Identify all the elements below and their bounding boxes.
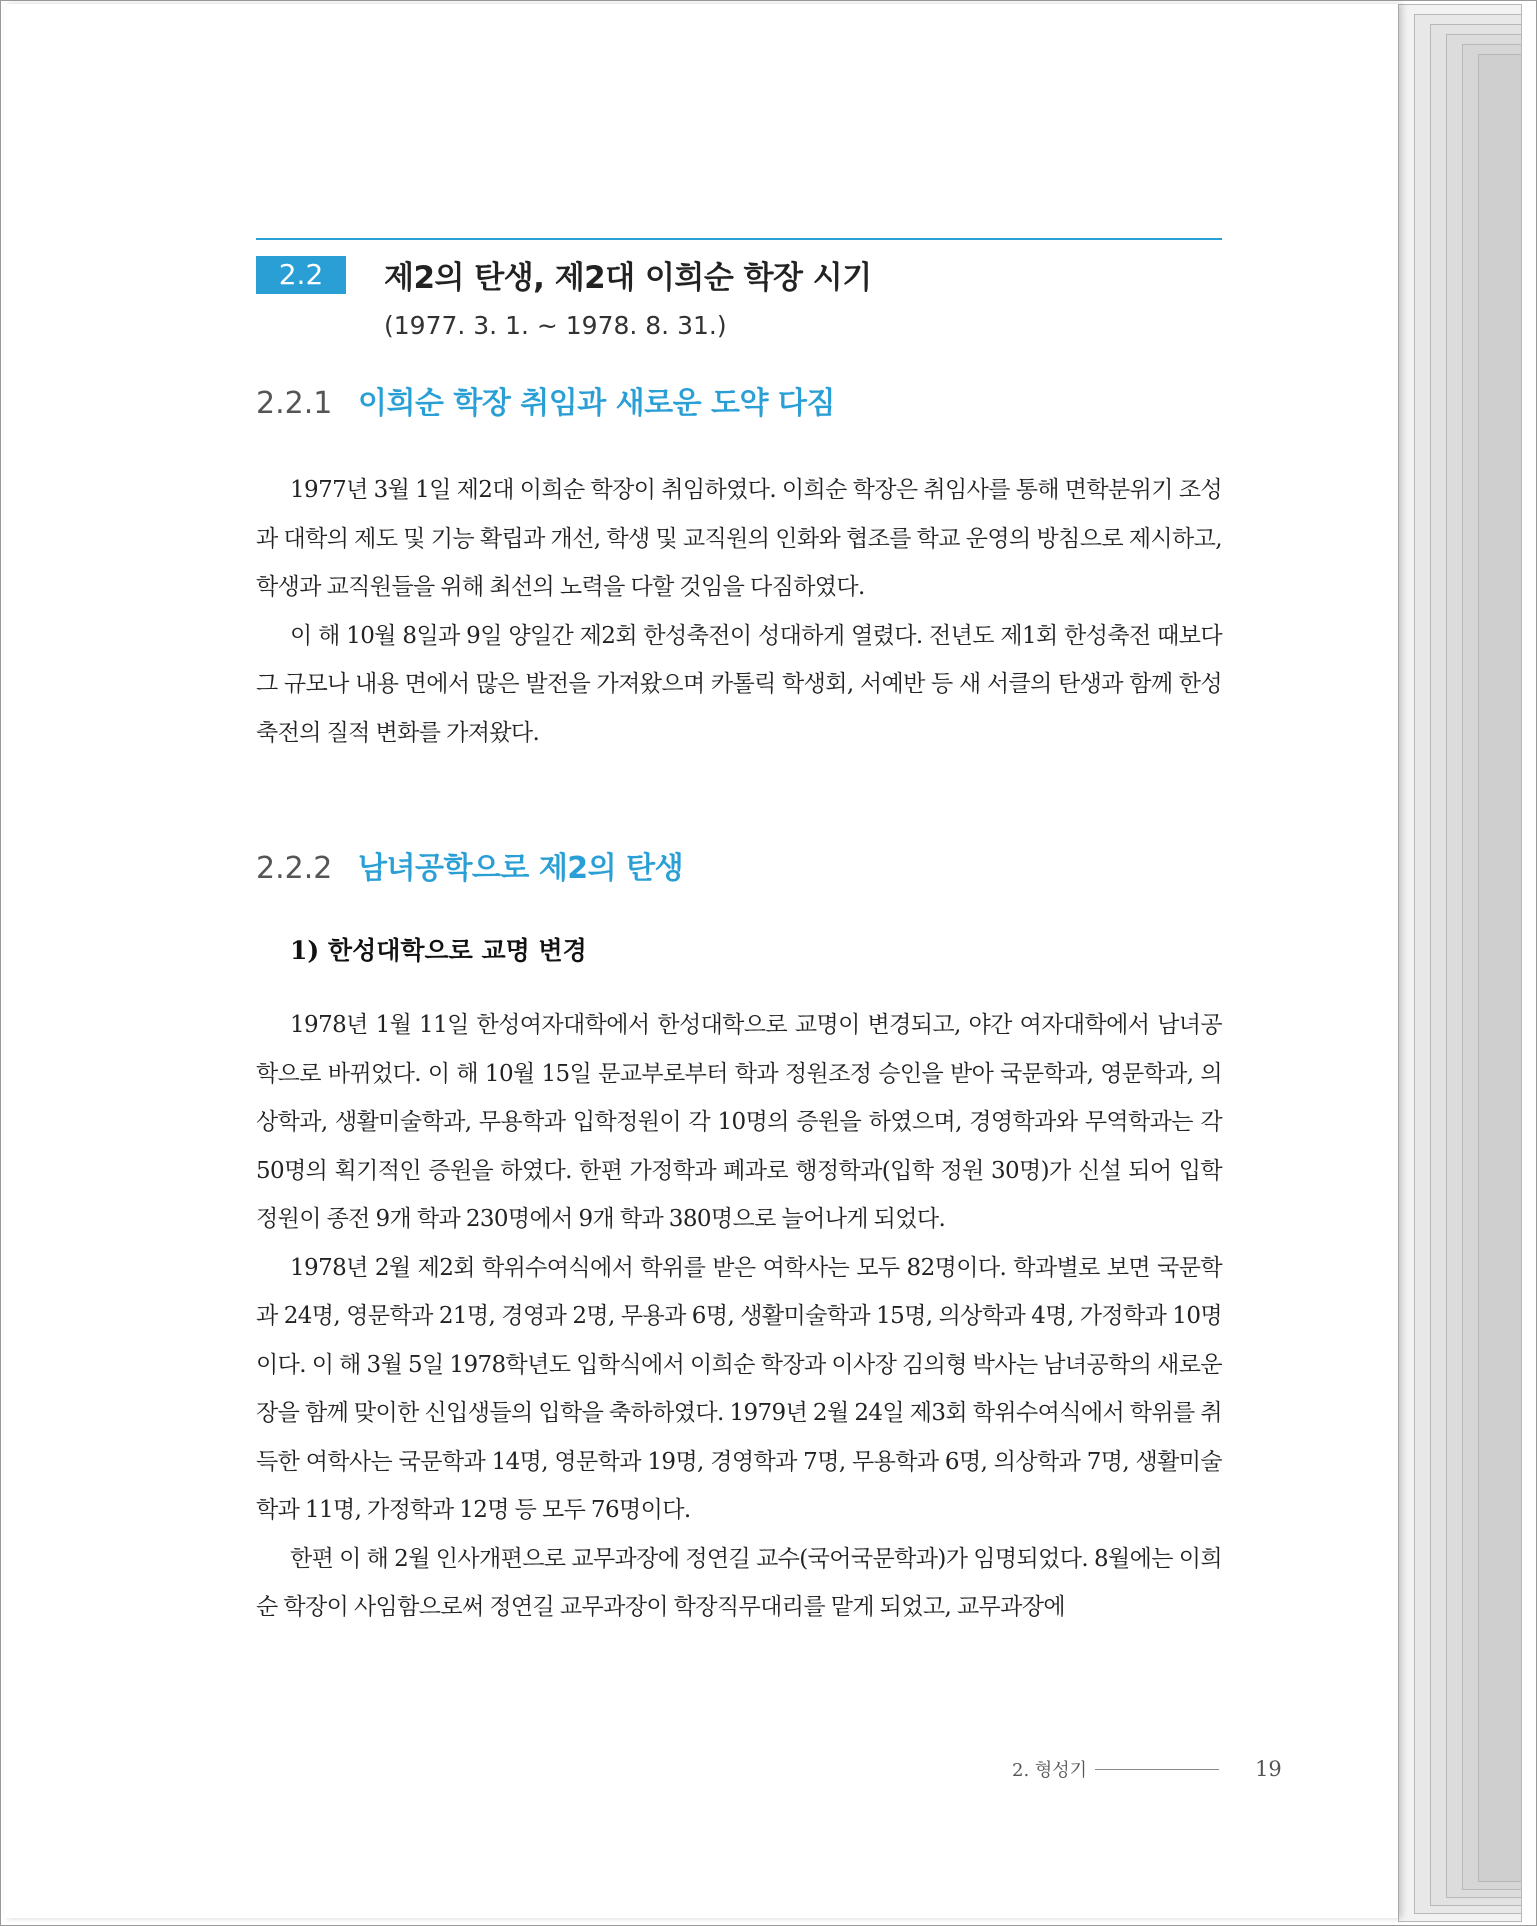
subsection-title: 이희순 학장 취임과 새로운 도약 다짐	[358, 386, 835, 421]
body-paragraph: 1977년 3월 1일 제2대 이희순 학장이 취임하였다. 이희순 학장은 취임사를 통해 면학분위기 조성과 대학의 제도 및 기능 확립과 개선, 학생 및 교직원의 인화와 협조를 학교 운영의 방침으로 제시하고, 학생과 교직원들을 위해 최선의 노력을 다할 것임을 다짐하였다.	[256, 477, 1222, 600]
body-paragraph: 1978년 1월 11일 한성여자대학에서 한성대학으로 교명이 변경되고, 야간 여자대학에서 남녀공학으로 바뀌었다. 이 해 10월 15일 문교부로부터 학과 정원조정 승인을 받아 국문학과, 영문학과, 의상학과, 생활미술학과, 무용학과 입학정원이 각 10명의 증원을 하였으며, 경영학과와 무역학과는 각 50명의 획기적인 증원을 하였다. 한편 가정학과 폐과로 행정학과(입학 정원 30명)가 신설 되어 입학정원이 종전 9개 학과 230명에서 9개 학과 380명으로 늘어나게 되었다.	[256, 1012, 1222, 1232]
subsection-heading-1	[256, 378, 1222, 422]
subsection-number: 2.2.2	[256, 851, 333, 886]
body-paragraph: 이 해 10월 8일과 9일 양일간 제2회 한성축전이 성대하게 열렸다. 전년도 제1회 한성축전 때보다 그 규모나 내용 면에서 많은 발전을 가져왔으며 카톨릭 학생회, 서예반 등 새 서클의 탄생과 함께 한성축전의 질적 변화를 가져왔다.	[256, 622, 1222, 746]
subsection-title: 남녀공학으로 제2의 탄생	[358, 851, 684, 886]
section-title: 제2의 탄생, 제2대 이희순 학장 시기	[384, 260, 872, 296]
subsection-2-body	[256, 1001, 1222, 1632]
section-heading	[256, 252, 1222, 297]
section-period: (1977. 3. 1. ~ 1978. 8. 31.)	[384, 311, 727, 340]
page-content	[256, 238, 1222, 1632]
section-top-rule	[256, 238, 1222, 240]
subsection-heading-2	[256, 843, 1222, 887]
subsection-number: 2.2.1	[256, 386, 333, 421]
page-stack-edge	[1478, 54, 1522, 1882]
body-paragraph: 1978년 2월 제2회 학위수여식에서 학위를 받은 여학사는 모두 82명이다. 학과별로 보면 국문학과 24명, 영문학과 21명, 경영과 2명, 무용과 6명, 생활미술학과 15명, 의상학과 4명, 가정학과 10명이다. 이 해 3월 5일 1978학년도 입학식에서 이희순 학장과 이사장 김의형 박사는 남녀공학의 새로운 장을 함께 맞이한 신입생들의 입학을 축하하였다. 1979년 2월 24일 제3회 학위수여식에서 학위를 취득한 여학사는 국문학과 14명, 영문학과 19명, 경영학과 7명, 무용학과 6명, 의상학과 7명, 생활미술학과 11명, 가정학과 12명 등 모두 76명이다.	[256, 1254, 1222, 1523]
minor-heading: 1) 한성대학으로 교명 변경	[290, 936, 587, 965]
section-number-badge: 2.2	[256, 256, 346, 294]
page-number: 19	[1255, 1757, 1282, 1781]
footer-rule	[1095, 1769, 1219, 1770]
subsection-1-body	[256, 466, 1222, 757]
page-footer	[1012, 1756, 1282, 1782]
body-paragraph: 한편 이 해 2월 인사개편으로 교무과장에 정연길 교수(국어국문학과)가 임명되었다. 8월에는 이희순 학장이 사임함으로써 정연길 교무과장이 학장직무대리를 맡게 되었고, 교무과장에	[256, 1545, 1222, 1620]
footer-chapter: 2. 형성기	[1012, 1760, 1088, 1781]
book-page	[4, 4, 1399, 1918]
